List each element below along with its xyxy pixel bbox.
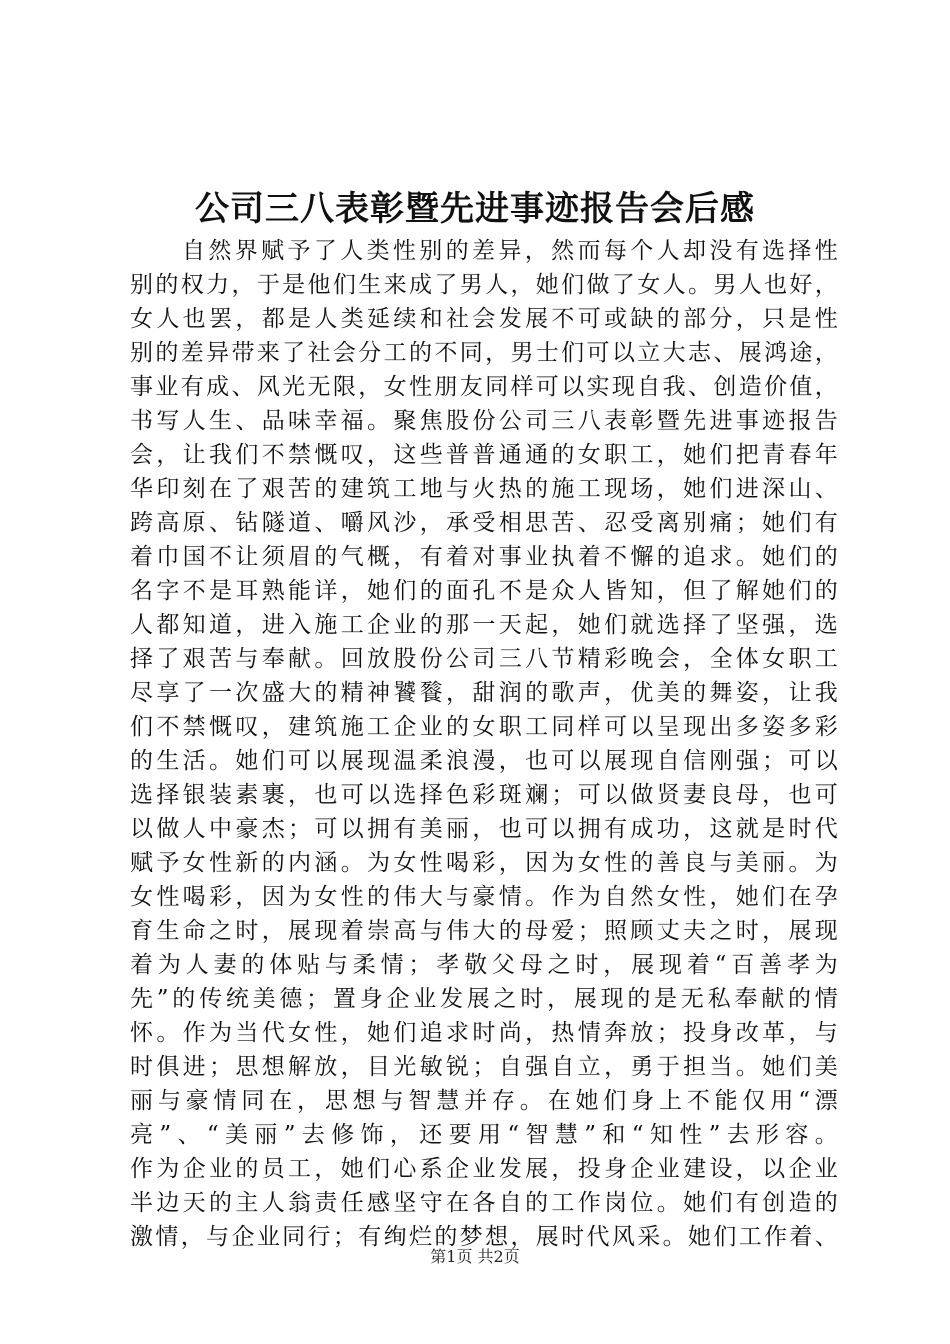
text-line: 华印刻在了艰苦的建筑工地与火热的施工现场，她们进深山、 [130, 476, 840, 502]
text-line: 作为企业的员工，她们心系企业发展，投身企业建设，以企业 [130, 1156, 840, 1182]
text-line: 别的差异带来了社会分工的不同，男士们可以立大志、展鸿途， [130, 340, 840, 366]
text-line: 尽享了一次盛大的精神饕餮，甜润的歌声，优美的舞姿，让我 [130, 680, 840, 706]
text-line: 别的权力，于是他们生来成了男人，她们做了女人。男人也好， [130, 272, 840, 298]
text-line: 赋予女性新的内涵。为女性喝彩，因为女性的善良与美丽。为 [130, 850, 840, 876]
page-footer: 第1页 共2页 [430, 1247, 520, 1266]
text-line: 名字不是耳熟能详，她们的面孔不是众人皆知，但了解她们的 [130, 578, 840, 604]
text-line: 们不禁慨叹，建筑施工企业的女职工同样可以呈现出多姿多彩 [130, 714, 840, 740]
text-line: 会，让我们不禁慨叹，这些普普通通的女职工，她们把青春年 [130, 442, 840, 468]
text-line: 择了艰苦与奉献。回放股份公司三八节精彩晚会，全体女职工 [130, 646, 840, 672]
text-line: 女性喝彩，因为女性的伟大与豪情。作为自然女性，她们在孕 [130, 884, 840, 910]
text-line: 着为人妻的体贴与柔情；孝敬父母之时，展现着“百善孝为 [130, 952, 840, 978]
text-line: 女人也罢，都是人类延续和社会发展不可或缺的部分，只是性 [130, 306, 840, 332]
text-line: 书写人生、品味幸福。聚焦股份公司三八表彰暨先进事迹报告 [130, 408, 840, 434]
text-line: 以做人中豪杰；可以拥有美丽，也可以拥有成功，这就是时代 [130, 816, 840, 842]
text-line: 亮”、“美丽”去修饰，还要用“智慧”和“知性”去形容。 [130, 1122, 840, 1148]
text-line: 时俱进；思想解放，目光敏锐；自强自立，勇于担当。她们美 [130, 1054, 840, 1080]
document-body [130, 234, 840, 1254]
text-line: 先”的传统美德；置身企业发展之时，展现的是无私奉献的情 [130, 986, 840, 1012]
text-line: 丽与豪情同在，思想与智慧并存。在她们身上不能仅用“漂 [130, 1088, 840, 1114]
text-line: 跨高原、钻隧道、嚼风沙，承受相思苦、忍受离别痛；她们有 [130, 510, 840, 536]
text-line: 着巾国不让须眉的气概，有着对事业执着不懈的追求。她们的 [130, 544, 840, 570]
text-line: 选择银装素裹，也可以选择色彩斑斓；可以做贤妻良母，也可 [130, 782, 840, 808]
text-line: 事业有成、风光无限，女性朋友同样可以实现自我、创造价值， [130, 374, 840, 400]
text-line: 激情，与企业同行；有绚烂的梦想，展时代风采。她们工作着、 [130, 1224, 840, 1250]
text-line: 半边天的主人翁责任感坚守在各自的工作岗位。她们有创造的 [130, 1190, 840, 1216]
document-title: 公司三八表彰暨先进事迹报告会后感 [195, 189, 755, 229]
text-line: 人都知道，进入施工企业的那一天起，她们就选择了坚强，选 [130, 612, 840, 638]
text-line: 的生活。她们可以展现温柔浪漫，也可以展现自信刚强；可以 [130, 748, 840, 774]
text-line: 自然界赋予了人类性别的差异，然而每个人却没有选择性 [182, 238, 840, 264]
text-line: 怀。作为当代女性，她们追求时尚，热情奔放；投身改革，与 [130, 1020, 840, 1046]
text-line: 育生命之时，展现着崇高与伟大的母爱；照顾丈夫之时，展现 [130, 918, 840, 944]
